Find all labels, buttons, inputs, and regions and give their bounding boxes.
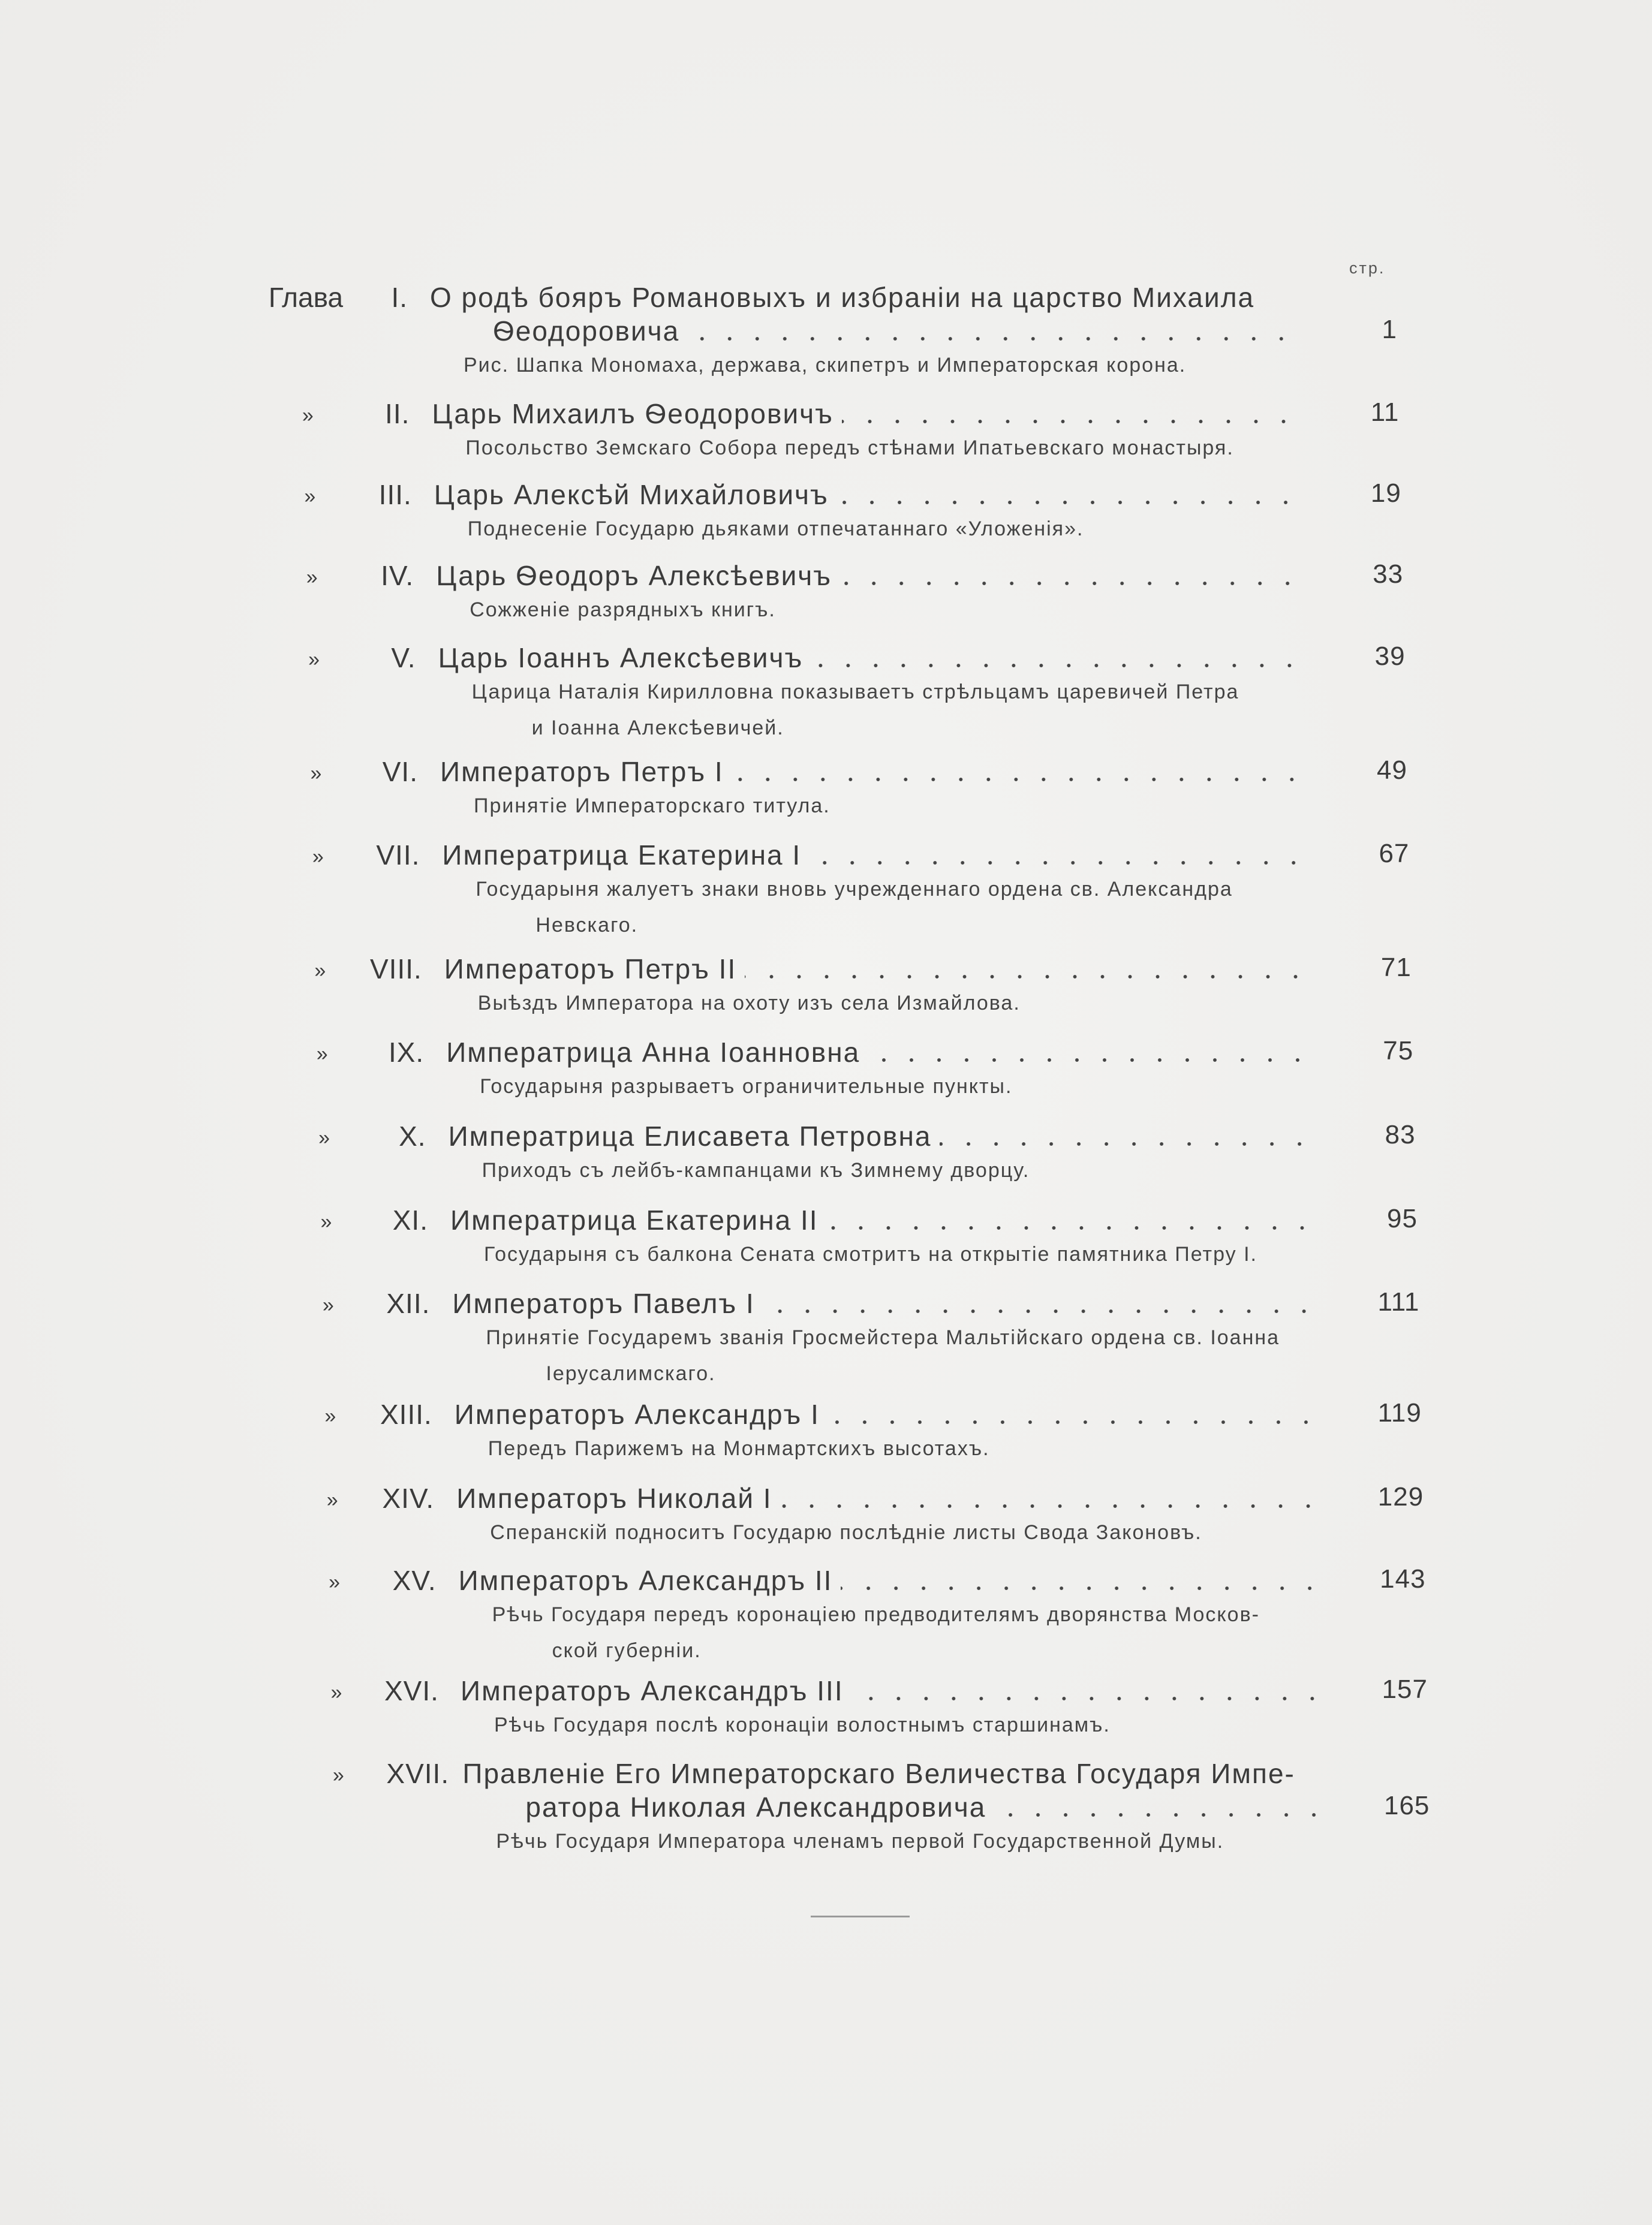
chapter-title-text: Царь Алексѣй Михайловичъ — [434, 479, 829, 510]
chapter-title-text: Императоръ Петръ II — [444, 953, 737, 984]
entry-title-line — [262, 1286, 1437, 1320]
toc-entry — [272, 1756, 1448, 1859]
page-number: 111 — [1377, 1287, 1420, 1317]
dot-leader — [827, 1226, 1316, 1230]
chapter-numeral: XVII. — [386, 1758, 450, 1789]
chapter-title — [434, 478, 1305, 511]
illustration-caption: Рѣчь Государя Императора членамъ первой Государственной Думы. — [496, 1830, 1224, 1853]
illustration-caption: и Іоанна Алексѣевичей. — [531, 716, 784, 739]
toc-entry — [258, 1119, 1434, 1188]
entry-title-line — [242, 396, 1417, 430]
chapter-numeral: I. — [391, 282, 408, 313]
entry-title-line — [240, 314, 1415, 347]
illustration-caption: Рѣчь Государя передъ коронаціею предводителямъ дворянства Москов- — [492, 1603, 1260, 1626]
chapter-title-text: Императрица Анна Іоанновна — [446, 1037, 860, 1068]
chapter-title-text: Императоръ Александръ III — [461, 1675, 844, 1706]
chapter-title-text: Правленіе Его Императорскаго Величества Государя Импе- — [462, 1758, 1295, 1789]
page-number: 49 — [1377, 755, 1407, 785]
chapter-title-text: Императоръ Александръ I — [454, 1399, 820, 1430]
entry-title-line — [266, 1481, 1442, 1515]
toc-entry — [262, 1286, 1437, 1392]
chapter-numeral: V. — [391, 642, 416, 673]
chapter-title — [525, 1791, 1334, 1823]
dot-leader — [841, 1586, 1323, 1591]
chapter-title — [432, 398, 1303, 430]
chapter-mark: » — [322, 1294, 334, 1317]
entry-title-line — [254, 952, 1430, 985]
closing-divider — [811, 1916, 910, 1917]
toc-entry — [246, 558, 1421, 628]
page-number: 95 — [1387, 1204, 1418, 1233]
chapter-numeral: XIV. — [382, 1483, 435, 1514]
chapter-numeral: X. — [399, 1121, 426, 1152]
chapter-mark: » — [316, 1043, 328, 1065]
chapter-title — [446, 1036, 1317, 1068]
chapter-mark: » — [306, 566, 318, 589]
chapter-mark: » — [332, 1764, 344, 1787]
page-number: 165 — [1383, 1791, 1430, 1820]
dot-leader — [732, 777, 1305, 782]
chapter-numeral: III. — [378, 479, 412, 510]
chapter-title — [442, 839, 1313, 871]
entry-title-line — [272, 1790, 1448, 1823]
illustration-caption: Передъ Парижемъ на Монмартскихъ высотахъ. — [488, 1437, 990, 1460]
chapter-numeral: VII. — [376, 839, 420, 871]
toc-entry — [270, 1673, 1446, 1743]
entry-title-line — [264, 1397, 1440, 1431]
illustration-caption: Сперанскій подноситъ Государю послѣдніе листы Свода Законовъ. — [490, 1521, 1202, 1544]
chapter-mark: » — [330, 1681, 342, 1704]
entry-title-line — [272, 1756, 1448, 1790]
toc-entry — [242, 396, 1417, 466]
toc-entry — [256, 1035, 1431, 1104]
chapter-mark: » — [304, 485, 316, 508]
toc-entry — [240, 280, 1415, 383]
entry-title-line — [246, 558, 1421, 592]
chapter-title-text: Царь Іоаннъ Алексѣевичъ — [438, 642, 804, 673]
dot-leader — [837, 500, 1299, 505]
chapter-mark: » — [310, 762, 322, 785]
chapter-title-text: Императрица Екатерина I — [442, 839, 802, 871]
page-number: 11 — [1370, 398, 1400, 427]
page-number: 143 — [1380, 1564, 1426, 1594]
illustration-caption: ской губерніи. — [552, 1639, 702, 1662]
dot-leader — [810, 860, 1307, 865]
dot-leader — [828, 1420, 1320, 1425]
chapter-title-text: ратора Николая Александровича — [525, 1792, 986, 1823]
chapter-title-text: Царь Ѳеодоръ Алексѣевичъ — [436, 560, 832, 591]
toc-entry — [266, 1481, 1442, 1550]
chapter-title-text: Царь Михаилъ Ѳеодоровичъ — [432, 398, 833, 429]
illustration-caption: Іерусалимскаго. — [546, 1362, 716, 1385]
page-number: 33 — [1373, 559, 1404, 589]
entry-title-line — [260, 1203, 1436, 1236]
chapter-numeral: II. — [385, 398, 410, 429]
illustration-caption: Принятіе Государемъ званія Гросмейстера Мальтійскаго ордена св. Іоанна — [486, 1326, 1280, 1349]
page-number: 129 — [1377, 1482, 1424, 1512]
illustration-caption: Приходъ съ лейбъ-кампанцами къ Зимнему дворцу. — [482, 1159, 1030, 1182]
chapter-title — [462, 1757, 1334, 1790]
chapter-title-text: Императоръ Александръ II — [458, 1565, 833, 1596]
chapter-title — [456, 1482, 1328, 1515]
chapter-title — [459, 1564, 1330, 1597]
chapter-numeral: VI. — [382, 756, 418, 787]
illustration-caption: Рис. Шапка Мономаха, держава, скипетръ и Императорская корона. — [464, 354, 1187, 377]
illustration-caption: Государыня съ балкона Сената смотритъ на открытіе памятника Петру I. — [484, 1243, 1257, 1266]
chapter-title — [444, 953, 1316, 985]
toc-entry — [254, 952, 1430, 1021]
chapter-mark: » — [308, 648, 320, 671]
chapter-mark: » — [312, 845, 324, 868]
entry-title-line — [240, 280, 1415, 314]
chapter-mark: » — [329, 1571, 341, 1594]
toc-entry — [264, 1397, 1440, 1467]
dot-leader — [688, 336, 1295, 341]
toc-entry — [250, 754, 1425, 824]
chapter-numeral: XIII. — [380, 1399, 432, 1430]
entry-title-line — [270, 1673, 1446, 1707]
entry-title-line — [252, 838, 1427, 871]
chapter-title-text: Императоръ Николай I — [456, 1483, 772, 1514]
page-number: 71 — [1380, 953, 1412, 982]
chapter-numeral: VIII. — [369, 953, 422, 984]
chapter-mark: » — [318, 1127, 330, 1149]
chapter-title — [452, 1287, 1323, 1320]
chapter-numeral: XI. — [392, 1205, 428, 1236]
dot-leader — [842, 419, 1298, 424]
entry-title-line — [269, 1563, 1444, 1597]
toc-entry — [248, 640, 1424, 746]
chapter-title — [450, 1204, 1322, 1236]
entry-title-line — [248, 640, 1424, 674]
chapter-title — [455, 1398, 1326, 1431]
illustration-caption: Сожженіе разрядныхъ книгъ. — [470, 598, 776, 621]
chapter-title-text: Императоръ Петръ I — [440, 756, 724, 787]
chapter-numeral: XVI. — [384, 1675, 439, 1706]
chapter-mark: » — [320, 1211, 332, 1233]
illustration-caption: Поднесеніе Государю дьяками отпечатаннаго «Уложенія». — [467, 517, 1084, 540]
toc-entry — [269, 1563, 1444, 1669]
page-number: 39 — [1374, 642, 1406, 671]
illustration-caption: Невскаго. — [535, 914, 639, 937]
toc-entry — [252, 838, 1427, 943]
entry-title-line — [244, 477, 1419, 511]
illustration-caption: Рѣчь Государя послѣ коронаціи волостнымъ старшинамъ. — [494, 1714, 1111, 1736]
dot-leader — [781, 1504, 1322, 1509]
page-number: 1 — [1382, 315, 1397, 344]
chapter-mark: » — [302, 404, 314, 427]
page-number: 75 — [1383, 1036, 1414, 1065]
chapter-title — [430, 281, 1301, 314]
page-number: 119 — [1377, 1398, 1422, 1428]
dot-leader — [840, 581, 1301, 586]
chapter-mark: » — [326, 1489, 338, 1512]
chapter-mark: » — [324, 1405, 336, 1428]
illustration-caption: Государыня разрываетъ ограничительные пункты. — [480, 1075, 1013, 1098]
entry-title-line — [256, 1035, 1431, 1068]
chapter-title — [440, 755, 1311, 788]
chapter-numeral: IV. — [381, 560, 414, 591]
chapter-title — [493, 315, 1301, 347]
chapter-title-text: Императоръ Павелъ I — [452, 1288, 755, 1319]
dot-leader — [811, 663, 1303, 668]
chapter-numeral: XII. — [386, 1288, 431, 1319]
chapter-title-text: Императрица Екатерина II — [450, 1205, 819, 1236]
chapter-numeral: IX. — [388, 1037, 425, 1068]
entry-title-line — [258, 1119, 1434, 1152]
chapter-title-text: О родѣ бояръ Романовыхъ и избраніи на царство Михаила — [430, 282, 1255, 313]
page-number: 67 — [1379, 839, 1410, 868]
dot-leader — [852, 1696, 1326, 1701]
dot-leader — [940, 1142, 1313, 1146]
chapter-title — [436, 559, 1307, 592]
page-number: 157 — [1382, 1675, 1428, 1704]
entry-title-line — [250, 754, 1425, 788]
page-number: 83 — [1385, 1120, 1416, 1149]
dot-leader — [763, 1309, 1318, 1314]
chapter-title — [461, 1675, 1332, 1707]
chapter-title-text: Императрица Елисавета Петровна — [448, 1121, 932, 1152]
chapter-title — [449, 1120, 1320, 1152]
illustration-caption: Посольство Земскаго Собора передъ стѣнами Ипатьевскаго монастыря. — [465, 436, 1234, 459]
dot-leader — [868, 1058, 1311, 1062]
dot-leader — [745, 974, 1310, 979]
dot-leader — [994, 1812, 1328, 1817]
chapter-mark: Глава — [268, 282, 344, 313]
illustration-caption: Выѣздъ Императора на охоту изъ села Измайлова. — [477, 992, 1021, 1014]
toc-entry — [244, 477, 1419, 547]
chapter-numeral: XV. — [392, 1565, 437, 1596]
chapter-title — [438, 642, 1310, 674]
illustration-caption: Государыня жалуетъ знаки вновь учрежденнаго ордена св. Александра — [476, 878, 1233, 901]
chapter-mark: » — [314, 959, 326, 982]
page-number: 19 — [1370, 478, 1401, 508]
illustration-caption: Царица Наталія Кирилловна показываетъ стрѣльцамъ царевичей Петра — [471, 681, 1239, 703]
page-column-label: стр. — [1349, 259, 1386, 277]
illustration-caption: Принятіе Императорскаго титула. — [474, 794, 830, 817]
chapter-title-text: Ѳеодоровича — [493, 315, 680, 347]
toc-entry — [260, 1203, 1436, 1272]
